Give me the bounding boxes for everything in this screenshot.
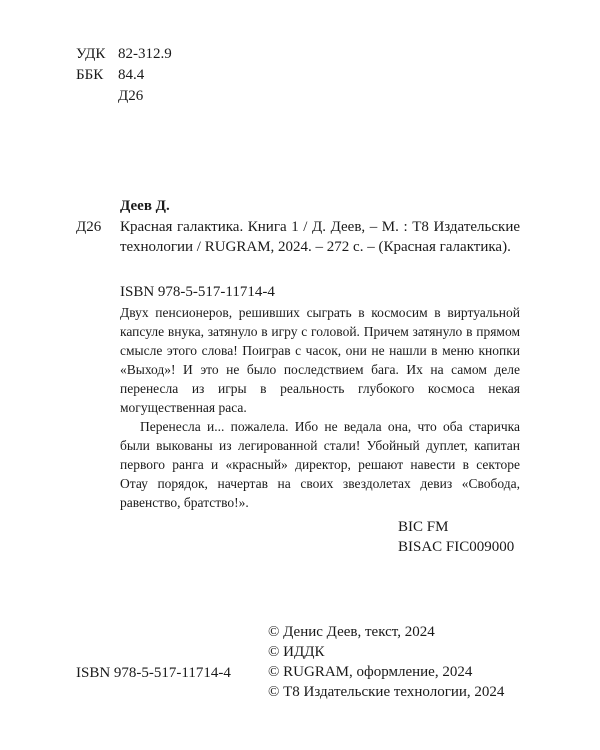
udk-value: 82-312.9 bbox=[118, 46, 172, 62]
record-code: Д26 bbox=[76, 219, 102, 235]
copyright-line: © Денис Деев, текст, 2024 bbox=[268, 624, 435, 640]
copyright-line: © Т8 Издательские технологии, 2024 bbox=[268, 684, 505, 700]
bisac-code: BISAC FIC009000 bbox=[398, 539, 515, 555]
bbk-row bbox=[76, 65, 144, 85]
copyright-block bbox=[268, 622, 504, 702]
bic-codes bbox=[398, 517, 514, 557]
bbk-label: ББК bbox=[76, 67, 104, 83]
annotation-paragraph-2: Перенесла и... пожалела. Ибо не ведала она, что оба старичка были выкованы из легированной стали! Убойный дуплет, капитан первого ранга и «красный» директор, решают навести в секторе Отау порядок, начертав на своих звездолетах девиз «Свобода, равенство, братство!». bbox=[120, 419, 520, 510]
author-mark-value: Д26 bbox=[118, 88, 144, 104]
bic-code: BIC FM bbox=[398, 519, 449, 535]
udk-row bbox=[76, 44, 172, 64]
author-mark-row bbox=[76, 86, 143, 106]
copyright-line: © RUGRAM, оформление, 2024 bbox=[268, 664, 473, 680]
record-isbn: ISBN 978-5-517-11714-4 bbox=[120, 284, 275, 300]
annotation bbox=[120, 303, 520, 512]
isbn-bottom: ISBN 978-5-517-11714-4 bbox=[76, 665, 231, 681]
udk-label: УДК bbox=[76, 46, 106, 62]
copyright-line: © ИДДК bbox=[268, 644, 325, 660]
bibliographic-entry: Красная галактика. Книга 1 / Д. Деев, – М. : Т8 Издательские технологии / RUGRAM, 2024. – 272 с. – (Красная галактика). bbox=[120, 219, 520, 255]
author-name: Деев Д. bbox=[120, 198, 170, 214]
bbk-value: 84.4 bbox=[118, 67, 145, 83]
annotation-paragraph-1: Двух пенсионеров, решивших сыграть в космосим в виртуальной капсуле внука, затянуло в игру с головой. Причем затянуло в прямом смысле этого слова! Поиграв с часок, они не нашли в меню кнопки «Выход»! И это не было последствием бага. Их на самом деле перенесла из игры в реальность глубокого космоса некая могущественная раса. bbox=[120, 305, 520, 415]
